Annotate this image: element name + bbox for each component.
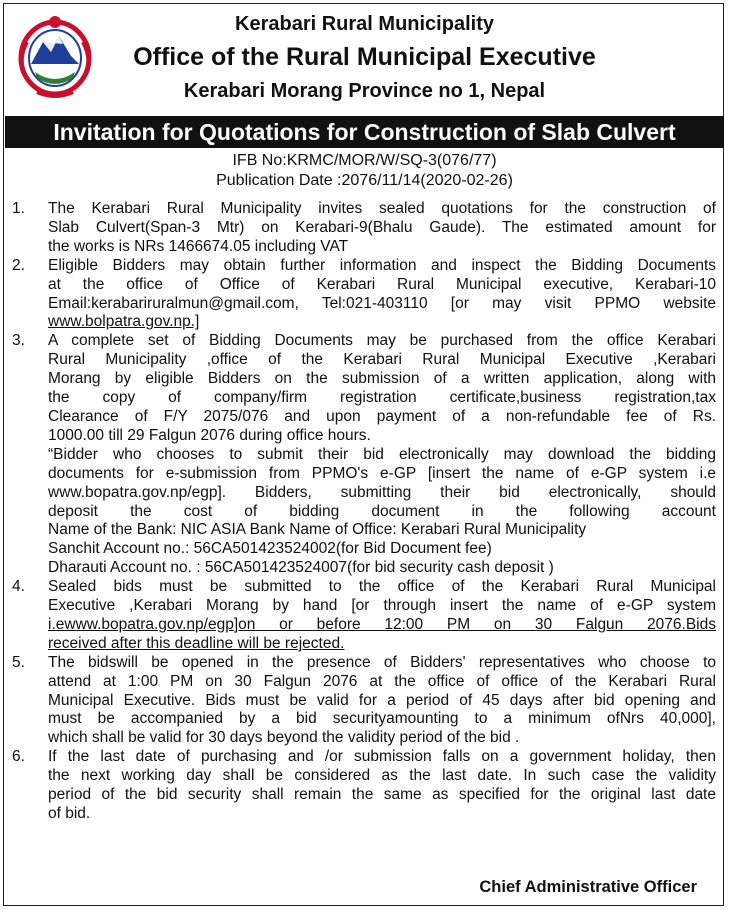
list-item	[12, 257, 716, 333]
item-line: The bidswill be opened in the presence of Bidders' representatives who choose to	[48, 653, 716, 671]
office-name: Office of the Rural Municipal Executive	[133, 43, 596, 71]
item-line: 1000.00 till 29 Falgun 2076 during office hours.	[48, 426, 371, 444]
item-line: received after this deadline will be rejected.	[48, 634, 345, 652]
item-line: “Bidder who chooses to submit their bid electronically may download the bidding	[48, 445, 716, 463]
item-line: Eligible Bidders may obtain further information and inspect the Bidding Documents	[48, 256, 716, 274]
item-line: Executive ,Kerabari Morang by hand [or through insert the name of e-GP system	[48, 597, 716, 615]
item-line: must be accompanied by a bid securityamounting to a minimum ofNrs 40,000],	[48, 710, 716, 728]
item-line: which shall be valid for 30 days beyond the validity period of the bid .	[48, 729, 520, 747]
item-number: 5.	[12, 653, 25, 671]
item-line: The Kerabari Rural Municipality invites sealed quotations for the construction of	[48, 200, 716, 217]
item-line: Municipal Executive. Bids must be valid for a period of 45 days after bid opening and	[48, 691, 716, 709]
municipality-name: Kerabari Rural Municipality	[235, 13, 494, 35]
item-line: i.ewww.bopatra.gov.np/egp]on or before 12:00 PM on 30 Falgun 2076.Bids	[48, 615, 716, 633]
list-item	[12, 332, 716, 578]
ifb-number: IFB No:KRMC/MOR/W/SQ-3(076/77)	[232, 152, 497, 169]
item-line: Email:kerabariruralmun@gmail.com, Tel:021-403110 [or may visit PPMO website	[48, 294, 716, 312]
item-line: Dharauti Account no. : 56CA501423524007(for bid security cash deposit )	[48, 559, 554, 577]
item-line: If the last date of purchasing and /or submission falls on a government holiday, then	[48, 748, 716, 766]
notice-header	[0, 0, 729, 112]
item-line: Sanchit Account no.: 56CA501423524002(for Bid Document fee)	[48, 540, 492, 558]
item-number: 1.	[12, 200, 25, 217]
website-link[interactable]: www.bolpatra.gov.np.]	[48, 313, 200, 331]
item-number: 6.	[12, 748, 25, 766]
item-line: www.bopatra.gov.np/egp]. Bidders, submitting their bid electronically, should	[48, 483, 716, 501]
item-line: Morang by eligible Bidders on the submission of a written application, along with	[48, 370, 716, 388]
item-line: period of the bid security shall remain the same as specified for the original last date	[48, 786, 716, 804]
notice-title: Invitation for Quotations for Construction of Slab Culvert	[5, 116, 724, 148]
signature-title: Chief Administrative Officer	[479, 878, 697, 896]
item-line: deposit the cost of bidding document in the following account	[48, 502, 716, 520]
list-item	[12, 748, 716, 824]
item-line: documents for e-submission from PPMO's e-GP [insert the name of e-GP system i.e	[48, 464, 716, 482]
item-number: 2.	[12, 256, 25, 274]
item-line: Name of the Bank: NIC ASIA Bank Name of Office: Kerabari Rural Municipality	[48, 521, 587, 539]
item-line: at the office of Office of Kerabari Rural Municipal executive, Kerabari-10	[48, 275, 716, 293]
item-line: Rural Municipality ,office of the Kerabari Rural Municipal Executive ,Kerabari	[48, 351, 716, 369]
item-number: 3.	[12, 332, 25, 350]
item-line: Slab Culvert(Span-3 Mtr) on Kerabari-9(Bhalu Gaude). The estimated amount for	[48, 218, 716, 236]
notice-items	[12, 200, 716, 824]
item-line: Sealed bids must be submitted to the office of the Kerabari Rural Municipal	[48, 578, 716, 596]
office-address: Kerabari Morang Province no 1, Nepal	[183, 80, 546, 102]
item-line: Clearance of F/Y 2075/076 and upon payment of a non-refundable fee of Rs.	[48, 407, 716, 425]
item-line: the works is NRs 1466674.05 including VAT	[48, 237, 349, 255]
item-line: the copy of company/firm registration certificate,business registration,tax	[48, 389, 716, 407]
item-line: A complete set of Bidding Documents may be purchased from the office Kerabari	[48, 332, 716, 350]
list-item	[12, 578, 716, 654]
list-item	[12, 654, 716, 749]
item-line: of bid.	[48, 805, 91, 822]
item-line: the next working day shall be considered as the last date. In such case the validity	[48, 767, 716, 785]
item-line: attend at 1:00 PM on 30 Falgun 2076 at the office of office of the Kerabari Rural	[48, 672, 716, 690]
item-number: 4.	[12, 578, 25, 596]
publication-date: Publication Date :2076/11/14(2020-02-26)	[216, 172, 513, 189]
list-item	[12, 200, 716, 257]
